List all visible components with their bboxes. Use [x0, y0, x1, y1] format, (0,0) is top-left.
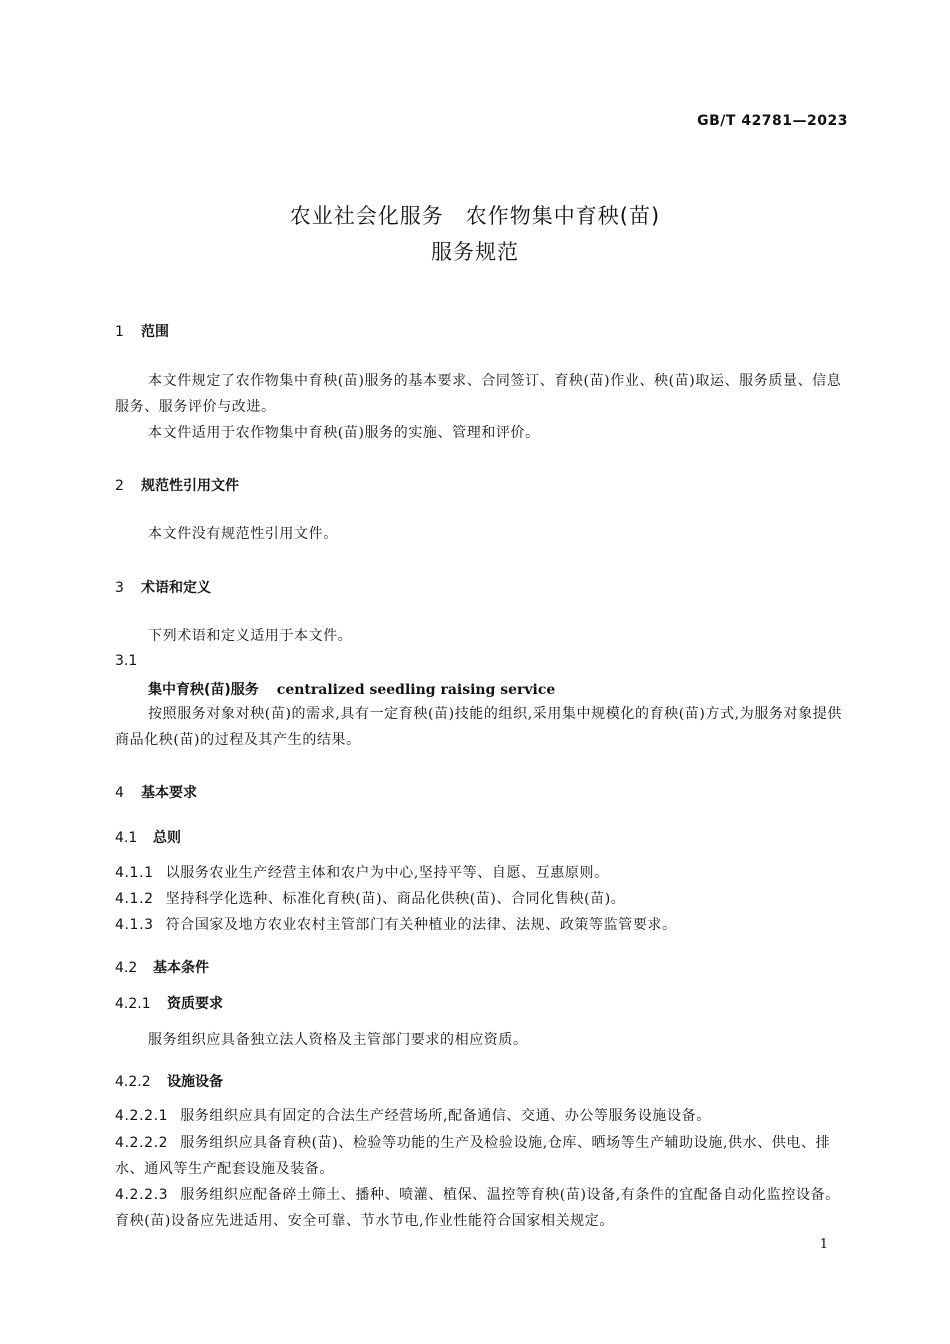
- section-title: 范围: [141, 324, 169, 340]
- subsection-title: 资质要求: [167, 996, 223, 1012]
- clause-4-1-3: [115, 912, 850, 938]
- document-title-line1: 农业社会化服务 农作物集中育秧(苗): [289, 204, 661, 228]
- clause-text: 服务组织应具有固定的合法生产经营场所,配备通信、交通、办公等服务设施设备。: [180, 1108, 711, 1124]
- term-en: centralized seedling raising service: [276, 682, 556, 698]
- section-title: 基本要求: [141, 785, 197, 801]
- section-title: 规范性引用文件: [141, 478, 239, 494]
- paragraph-scope-2: 本文件适用于农作物集中育秧(苗)服务的实施、管理和评价。: [148, 425, 540, 441]
- section-number: 2: [115, 478, 124, 494]
- subsection-heading-4-2-1: [115, 993, 223, 1013]
- clause-4-1-2: [115, 886, 850, 912]
- term-zh: 集中育秧(苗)服务: [148, 682, 259, 698]
- section-number: 4: [115, 785, 124, 801]
- subsection-number: 4.2: [115, 960, 138, 976]
- clause-text: 坚持科学化选种、标准化育秧(苗)、商品化供秧(苗)、合同化售秧(苗)。: [165, 891, 626, 907]
- standard-number: GB/T 42781—2023: [697, 113, 848, 129]
- section-number: 3: [115, 580, 124, 596]
- subsection-heading-4-2: [115, 957, 209, 977]
- paragraph-references: 本文件没有规范性引用文件。: [148, 526, 338, 542]
- subsection-title: 设施设备: [167, 1074, 223, 1090]
- clause-number: 4.2.2.1: [115, 1108, 169, 1124]
- subsection-title: 基本条件: [153, 960, 209, 976]
- clause-number: 4.2.2.3: [115, 1187, 169, 1203]
- term-definition: 按照服务对象对秧(苗)的需求,具有一定育秧(苗)技能的组织,采用集中规模化的育秧(苗)方式,为服务对象提供商品化秧(苗)的过程及其产生的结果。: [115, 706, 842, 748]
- section-heading-1: [115, 321, 169, 341]
- subsection-number: 4.2.2: [115, 1074, 151, 1090]
- clause-text: 服务组织应配备碎土筛土、播种、喷灌、植保、温控等育秧(苗)设备,有条件的宜配备自动化监控设备。育秧(苗)设备应先进适用、安全可靠、节水节电,作业性能符合国家相关规定。: [115, 1187, 840, 1229]
- subsection-heading-4-2-2: [115, 1071, 223, 1091]
- paragraph-scope-1: 本文件规定了农作物集中育秧(苗)服务的基本要求、合同签订、育秧(苗)作业、秧(苗)取运、服务质量、信息服务、服务评价与改进。: [115, 373, 842, 415]
- document-title-line2: 服务规范: [431, 240, 519, 264]
- section-heading-4: [115, 782, 197, 802]
- clause-4-2-2-2: [115, 1130, 850, 1182]
- clause-text: 符合国家及地方农业农村主管部门有关种植业的法律、法规、政策等监管要求。: [165, 917, 677, 933]
- page-number: 1: [819, 1237, 828, 1252]
- clause-text: 以服务农业生产经营主体和农户为中心,坚持平等、自愿、互惠原则。: [165, 865, 609, 881]
- subsection-number: 4.1: [115, 830, 138, 846]
- section-heading-3: [115, 577, 211, 597]
- section-heading-2: [115, 475, 239, 495]
- subsection-number: 4.2.1: [115, 996, 151, 1012]
- section-number: 1: [115, 324, 124, 340]
- clause-number: 4.2.2.2: [115, 1135, 169, 1151]
- clause-4-2-2-1: [115, 1103, 850, 1129]
- clause-number: 4.1.1: [115, 865, 154, 881]
- subsection-heading-4-1: [115, 827, 181, 847]
- term-number: 3.1: [115, 653, 138, 669]
- section-title: 术语和定义: [141, 580, 211, 596]
- paragraph-qualification: 服务组织应具备独立法人资格及主管部门要求的相应资质。: [148, 1032, 528, 1048]
- subsection-title: 总则: [153, 830, 181, 846]
- clause-4-2-2-3: [115, 1182, 850, 1234]
- clause-number: 4.1.2: [115, 891, 154, 907]
- clause-number: 4.1.3: [115, 917, 154, 933]
- term-entry: [148, 679, 555, 699]
- paragraph-terms-intro: 下列术语和定义适用于本文件。: [148, 628, 353, 644]
- clause-text: 服务组织应具备育秧(苗)、检验等功能的生产及检验设施,仓库、晒场等生产辅助设施,供水、供电、排水、通风等生产配套设施及装备。: [115, 1135, 831, 1177]
- clause-4-1-1: [115, 860, 850, 886]
